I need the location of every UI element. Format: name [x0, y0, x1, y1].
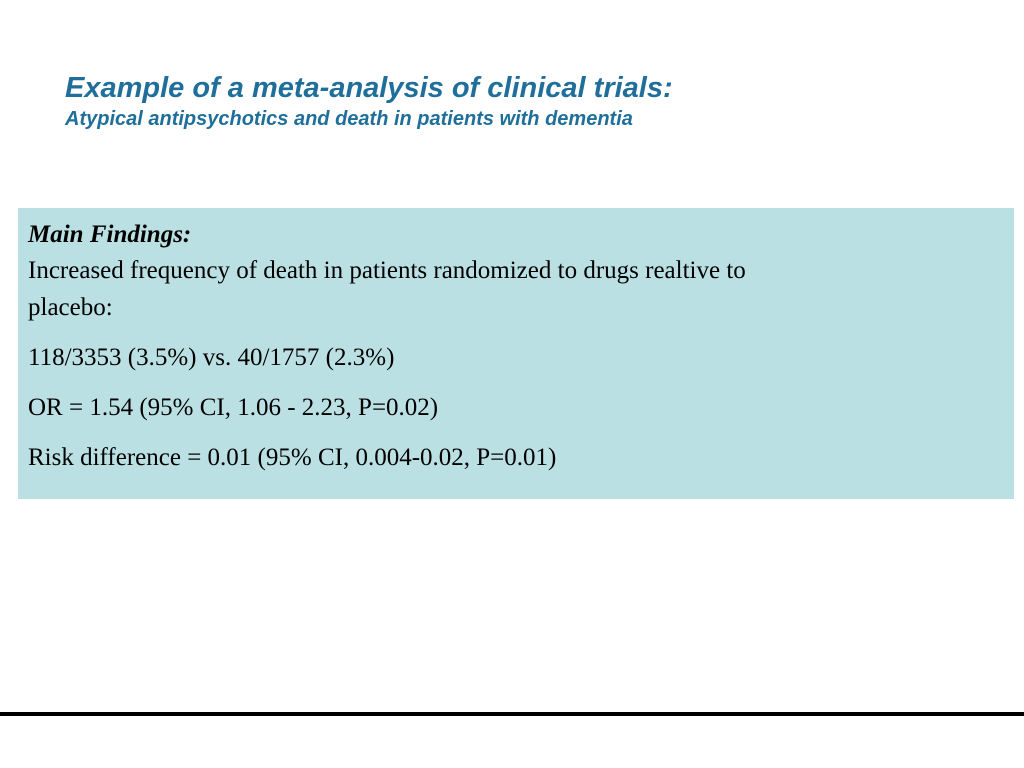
findings-box	[18, 208, 1014, 499]
findings-risk-difference: Risk difference = 0.01 (95% CI, 0.004-0.02, P=0.01)	[28, 444, 557, 471]
slide-title: Example of a meta-analysis of clinical trials:	[65, 72, 673, 104]
title-block	[65, 70, 965, 132]
bottom-rule	[0, 712, 1024, 716]
findings-intro-line-2: placebo:	[28, 294, 113, 321]
findings-intro-line-1: Increased frequency of death in patients randomized to drugs realtive to	[28, 257, 746, 284]
findings-heading: Main Findings:	[28, 221, 192, 248]
findings-odds-ratio: OR = 1.54 (95% CI, 1.06 - 2.23, P=0.02)	[28, 394, 439, 421]
findings-counts: 118/3353 (3.5%) vs. 40/1757 (2.3%)	[28, 344, 395, 371]
slide-subtitle: Atypical antipsychotics and death in patients with dementia	[65, 108, 633, 130]
